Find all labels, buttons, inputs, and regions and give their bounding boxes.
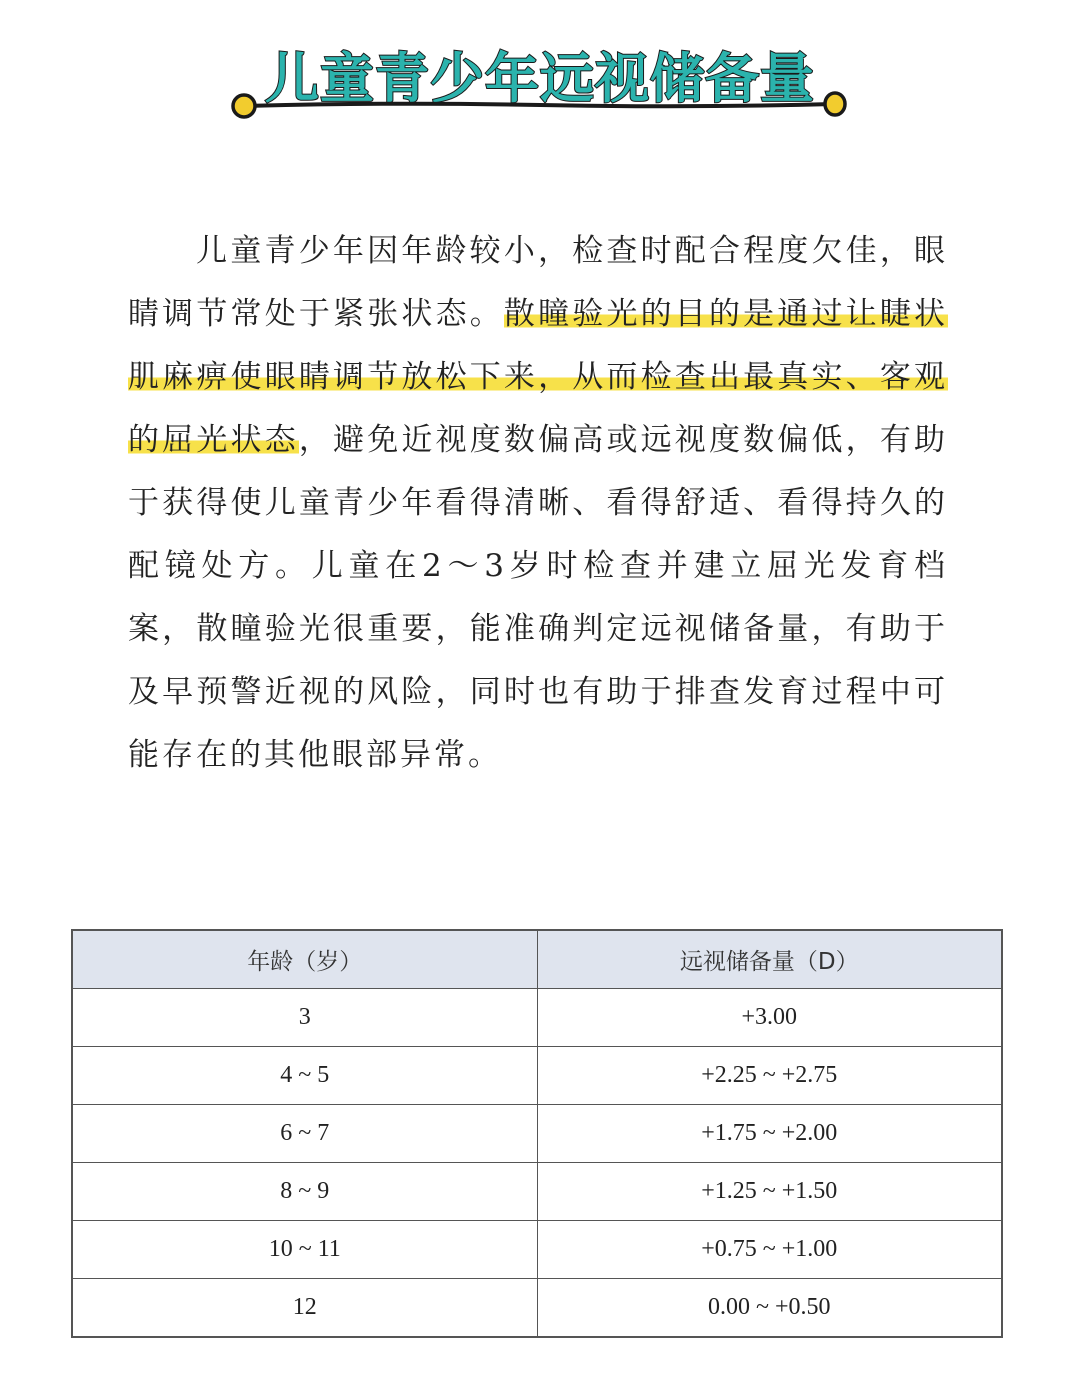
hyperopia-reserve-table [71, 929, 1003, 1338]
cell-age: 10 ~ 11 [72, 1221, 537, 1279]
page-title: 儿童青少年远视储备量 [265, 47, 815, 110]
cell-age: 8 ~ 9 [72, 1163, 537, 1221]
paragraph-highlight: 散瞳验光的目的是通过让睫状肌麻痹使眼睛调节放松下来，从而检查出最真实、客观的屈光状态 [128, 296, 949, 458]
title-underline-decoration [230, 90, 850, 120]
body-paragraph [128, 220, 948, 787]
table-header-row [72, 930, 1002, 989]
title-right-dot [825, 93, 845, 115]
cell-reserve: +1.25 ~ +1.50 [537, 1163, 1002, 1221]
table-row [72, 1047, 1002, 1105]
paragraph-text-part1: 儿童青少年因年龄较小，检查时配合程度欠佳，眼睛调节常处于紧张状态。 [128, 233, 948, 332]
cell-reserve: +2.25 ~ +2.75 [537, 1047, 1002, 1105]
table-row [72, 1105, 1002, 1163]
table-row [72, 1279, 1002, 1338]
table-row [72, 989, 1002, 1047]
cell-age: 12 [72, 1279, 537, 1338]
cell-reserve: +0.75 ~ +1.00 [537, 1221, 1002, 1279]
header-reserve: 远视储备量（D） [537, 930, 1002, 989]
cell-reserve: 0.00 ~ +0.50 [537, 1279, 1002, 1338]
title-left-dot [233, 95, 255, 117]
cell-reserve: +3.00 [537, 989, 1002, 1047]
title-banner [0, 28, 1080, 128]
cell-age: 4 ~ 5 [72, 1047, 537, 1105]
cell-reserve: +1.75 ~ +2.00 [537, 1105, 1002, 1163]
cell-age: 3 [72, 989, 537, 1047]
paragraph-text-part2: ，避免近视度数偏高或远视度数偏低，有助于获得使儿童青少年看得清晰、看得舒适、看得持久的配镜处方。儿童在2～3岁时检查并建立屈光发育档案，散瞳验光很重要，能准确判定远视储备量，有助于及早预警近视的风险，同时也有助于排查发育过程中可能存在的其他眼部异常。 [128, 422, 949, 773]
cell-age: 6 ~ 7 [72, 1105, 537, 1163]
table-row [72, 1163, 1002, 1221]
header-age: 年龄（岁） [72, 930, 537, 989]
table-row [72, 1221, 1002, 1279]
